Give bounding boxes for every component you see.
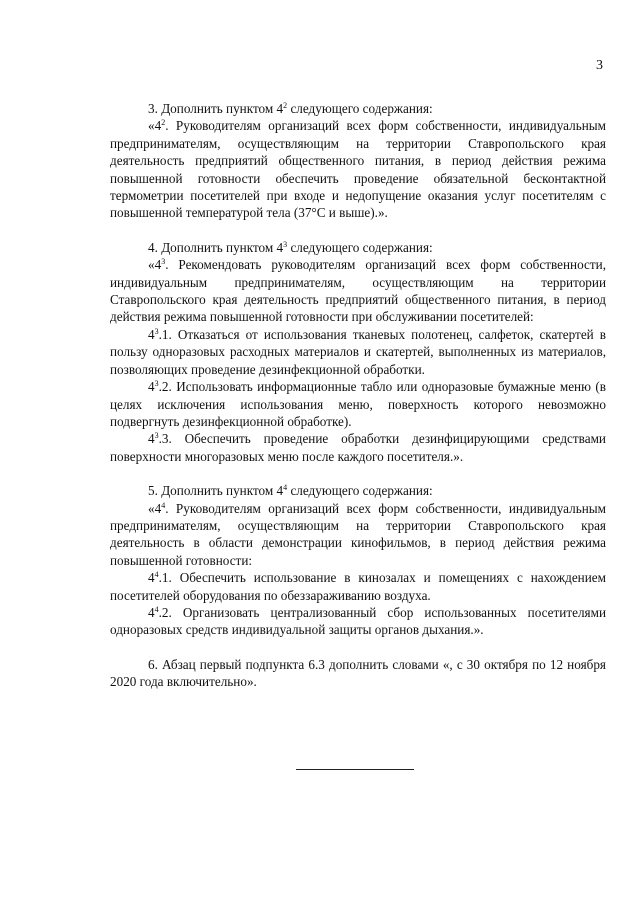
spacer [110, 222, 606, 239]
text-run: 4 [148, 431, 155, 447]
text-run: 4. Дополнить пунктом 4 [148, 239, 284, 255]
text-run: следующего содержания: [287, 483, 433, 499]
text-run: «4 [148, 500, 162, 516]
text-run: .3. Обеспечить проведение обработки дезинфицирующими средствами поверхности многоразовых меню после каждого посетителя.». [110, 431, 606, 464]
section-4-item-1 [110, 326, 606, 378]
superscript: 3 [161, 257, 166, 267]
text-run: 4 [148, 570, 155, 586]
page-number: 3 [596, 58, 603, 73]
superscript: 4 [154, 604, 159, 614]
text-run: .1. Отказаться от использования тканевых полотенец, салфеток, скатертей в пользу одноразовых расходных материалов и скатертей, выполненных из материалов, позволяющих проведение дезинфекционной обработки. [110, 326, 606, 377]
section-4-paragraph [110, 256, 606, 326]
superscript: 4 [154, 570, 159, 580]
section-4-item-2 [110, 378, 606, 430]
superscript: 2 [283, 101, 288, 110]
section-3-heading [110, 100, 606, 117]
text-run: .2. Организовать централизованный сбор использованных посетителями одноразовых средств индивидуальной защиты органов дыхания.». [110, 604, 606, 638]
document-body [110, 100, 606, 691]
text-run: следующего содержания: [287, 101, 433, 116]
section-5-paragraph [110, 500, 606, 570]
superscript: 4 [283, 483, 288, 493]
text-run: 4 [148, 326, 155, 342]
spacer [110, 639, 606, 656]
section-4-item-3 [110, 430, 606, 465]
text-run: . Рекомендовать руководителям организаций всех форм собственности, индивидуальным предпринимателям, осуществляющим на территории Ставропольского края деятельность предприятий общественного питания, в период действия режима повышенной готовности при обслуживании посетителей: [110, 257, 606, 325]
closing-divider-line [296, 769, 414, 770]
text-run: «4 [148, 118, 162, 134]
section-5-heading [110, 482, 606, 499]
text-run: 4 [148, 379, 155, 395]
superscript: 3 [154, 431, 159, 441]
section-3-paragraph [110, 117, 606, 221]
text-run: «4 [148, 257, 162, 273]
superscript: 3 [154, 326, 159, 336]
superscript: 2 [161, 118, 166, 128]
text-run: 3. Дополнить пунктом 4 [148, 101, 284, 116]
text-run: 5. Дополнить пунктом 4 [148, 483, 284, 499]
text-run: .2. Использовать информационные табло или одноразовые бумажные меню (в целях исключения использования меню, поверхность которого невозможно подвергнуть дезинфекционной обработке). [110, 379, 606, 429]
section-6-paragraph: 6. Абзац первый подпункта 6.3 дополнить словами «, с 30 октября по 12 ноября 2020 года включительно». [110, 656, 606, 690]
section-4-heading [110, 239, 606, 256]
superscript: 3 [154, 379, 159, 389]
section-5-item-2 [110, 604, 606, 639]
text-run: следующего содержания: [287, 239, 433, 255]
superscript: 4 [161, 500, 166, 510]
text-run: 4 [148, 604, 155, 620]
text-run: .1. Обеспечить использование в кинозалах и помещениях с нахождением посетителей оборудования по обеззараживанию воздуха. [110, 570, 606, 603]
spacer [110, 465, 606, 482]
text-run: . Руководителям организаций всех форм собственности, индивидуальным предпринимателям, осуществляющим на территории Ставропольского края деятельность в области демонстрации кинофильмов, в период действия режима повышенной готовности: [110, 500, 606, 568]
text-run: . Руководителям организаций всех форм собственности, индивидуальным предпринимателям, осуществляющим на территории Ставропольского края деятельность предприятий общественного питания, в период действия режима повышенной готовности обеспечить проведение обязательной бесконтактной термометрии посетителей при входе и недопущение оказания услуг посетителям с повышенной температурой тела (37°С и выше).». [110, 118, 606, 221]
section-5-item-1 [110, 569, 606, 604]
superscript: 3 [283, 239, 288, 249]
